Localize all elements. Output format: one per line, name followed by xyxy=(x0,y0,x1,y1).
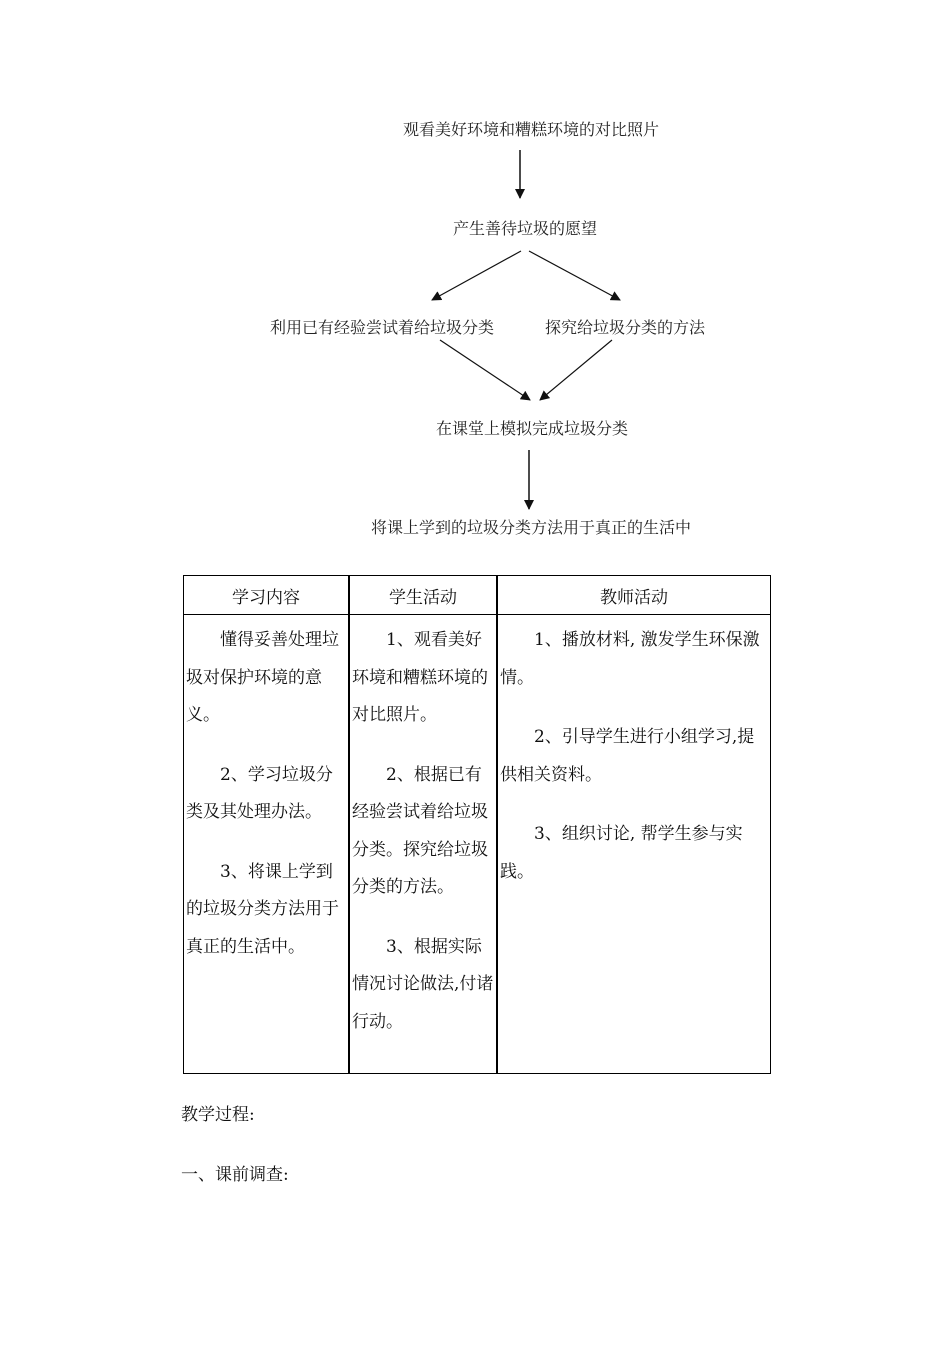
flow-step-4: 在课堂上模拟完成垃圾分类 xyxy=(436,419,629,438)
student-item-3: 3、根据实际情况讨论做法,付诸行动。 xyxy=(352,936,494,1032)
student-activity-cell xyxy=(349,615,497,1074)
flow-step-3-right: 探究给垃圾分类的方法 xyxy=(545,318,706,337)
table-header-row xyxy=(184,576,771,615)
arrow-step2-right xyxy=(529,251,620,300)
learning-item-1: 懂得妥善处理垃圾对保护环境的意义。 xyxy=(186,630,339,725)
table-row xyxy=(184,615,771,1074)
learning-item-3: 3、将课上学到的垃圾分类方法用于真正的生活中。 xyxy=(186,861,339,957)
flow-step-1: 观看美好环境和糟糕环境的对比照片 xyxy=(403,120,660,139)
header-student-activity: 学生活动 xyxy=(349,576,497,615)
section-title: 教学过程: xyxy=(181,1105,255,1125)
flowchart xyxy=(0,0,950,560)
subsection-title: 一、课前调查: xyxy=(181,1165,289,1185)
teacher-item-3: 3、组织讨论, 帮学生参与实践。 xyxy=(500,824,743,882)
learning-item-2: 2、学习垃圾分类及其处理办法。 xyxy=(186,764,333,822)
teacher-activity-cell xyxy=(497,615,771,1074)
flow-step-3-left: 利用已有经验尝试着给垃圾分类 xyxy=(270,318,495,337)
arrow-left-step4 xyxy=(440,340,530,400)
arrow-step2-left xyxy=(432,251,521,300)
student-item-1: 1、观看美好环境和糟糕环境的对比照片。 xyxy=(352,630,488,725)
lesson-plan-table xyxy=(183,575,771,1074)
learning-content-cell xyxy=(184,615,350,1074)
arrow-right-step4 xyxy=(540,340,612,400)
header-teacher-activity: 教师活动 xyxy=(497,576,771,615)
teacher-item-2: 2、引导学生进行小组学习,提供相关资料。 xyxy=(500,727,755,785)
student-item-2: 2、根据已有经验尝试着给垃圾分类。探究给垃圾分类的方法。 xyxy=(352,764,488,897)
teacher-item-1: 1、播放材料, 激发学生环保激情。 xyxy=(500,630,760,688)
flowchart-arrows xyxy=(0,0,950,560)
flow-step-5: 将课上学到的垃圾分类方法用于真正的生活中 xyxy=(371,518,692,537)
flow-step-2: 产生善待垃圾的愿望 xyxy=(453,219,598,238)
header-learning-content: 学习内容 xyxy=(184,576,350,615)
